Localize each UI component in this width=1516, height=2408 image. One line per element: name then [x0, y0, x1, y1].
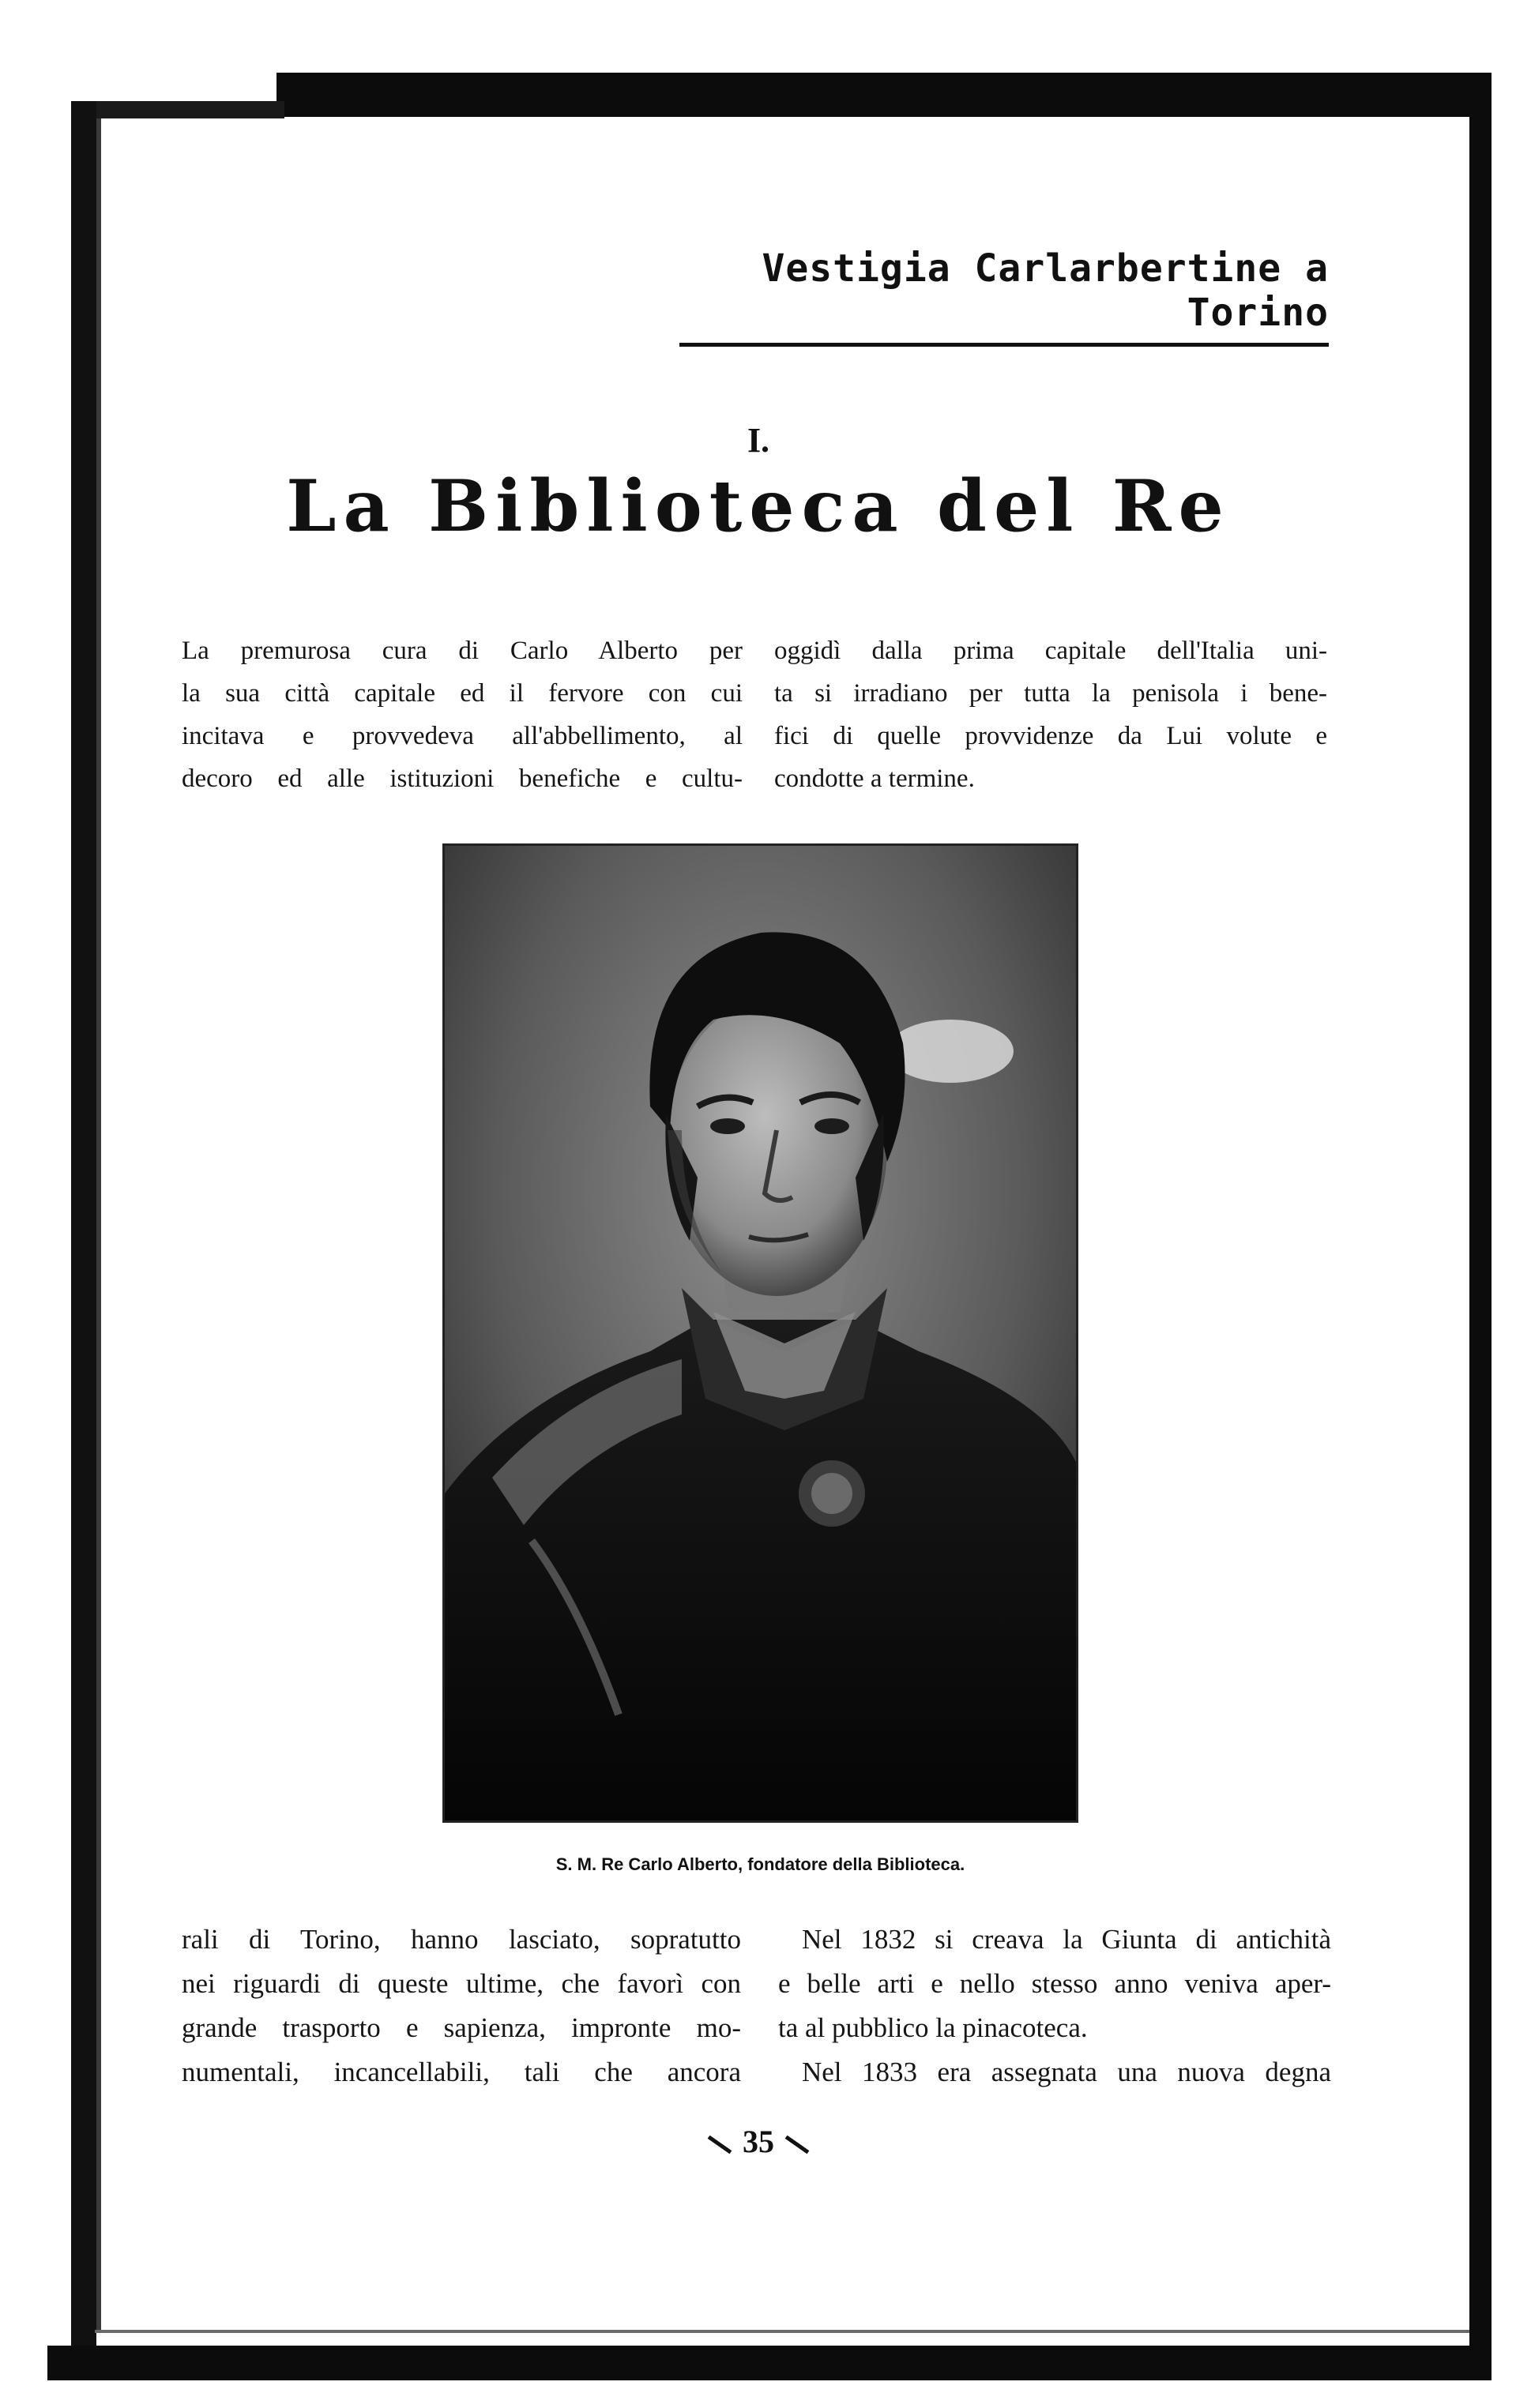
slash-ornament-left — [708, 2136, 732, 2154]
portrait-image — [442, 843, 1078, 1823]
text-line: ta al pubblico la pinacoteca. — [778, 2012, 1088, 2043]
text-line: oggidì dalla prima capitale dell'Italia uni- — [774, 637, 1327, 665]
scan-border-left — [71, 101, 96, 2348]
portrait-engraving — [445, 846, 1076, 1820]
intro-left-column — [182, 629, 743, 800]
text-line: incitava e provvedeva all'abbellimento, al — [182, 722, 743, 750]
page-title: La Biblioteca del Re — [286, 464, 1231, 548]
scan-border-top — [276, 73, 1477, 117]
scan-border-top-left — [71, 101, 284, 118]
page-number-value: 35 — [743, 2124, 774, 2159]
body-right-column — [778, 1918, 1331, 2094]
intro-right-column — [774, 629, 1327, 800]
slash-ornament-right — [785, 2136, 810, 2154]
text-line: la sua città capitale ed il fervore con cui — [182, 679, 743, 708]
scan-border-right — [1469, 73, 1492, 2380]
text-line: ta si irradiano per tutta la penisola i bene- — [774, 679, 1327, 708]
scan-border-left-inner — [96, 118, 101, 2330]
text-line: rali di Torino, hanno lasciato, sopratutto — [182, 1924, 741, 1955]
body-left-column — [182, 1918, 741, 2094]
text-line: La premurosa cura di Carlo Alberto per — [182, 637, 743, 665]
figure-caption: S. M. Re Carlo Alberto, fondatore della Biblioteca. — [555, 1854, 965, 1874]
section-number: I. — [747, 421, 770, 460]
text-line: numentali, incancellabili, tali che ancora — [182, 2057, 741, 2087]
text-line: fici di quelle provvidenze da Lui volute e — [774, 722, 1327, 750]
scan-border-bottom-line — [95, 2330, 1469, 2333]
text-line: Nel 1833 era assegnata una nuova degna — [802, 2057, 1331, 2087]
text-line: grande trasporto e sapienza, impronte mo- — [182, 2012, 741, 2043]
text-line: nei riguardi di queste ultime, che favorì con — [182, 1968, 741, 1999]
page-number — [664, 2123, 853, 2160]
running-head: Vestigia Carlarbertine a Torino — [679, 246, 1329, 347]
text-line: e belle arti e nello stesso anno veniva aper- — [778, 1968, 1331, 1999]
text-line: decoro ed alle istituzioni benefiche e cultu- — [182, 764, 743, 793]
scan-border-bottom — [47, 2346, 1492, 2380]
text-line: Nel 1832 si creava la Giunta di antichità — [802, 1924, 1331, 1955]
text-line: condotte a termine. — [774, 764, 975, 793]
